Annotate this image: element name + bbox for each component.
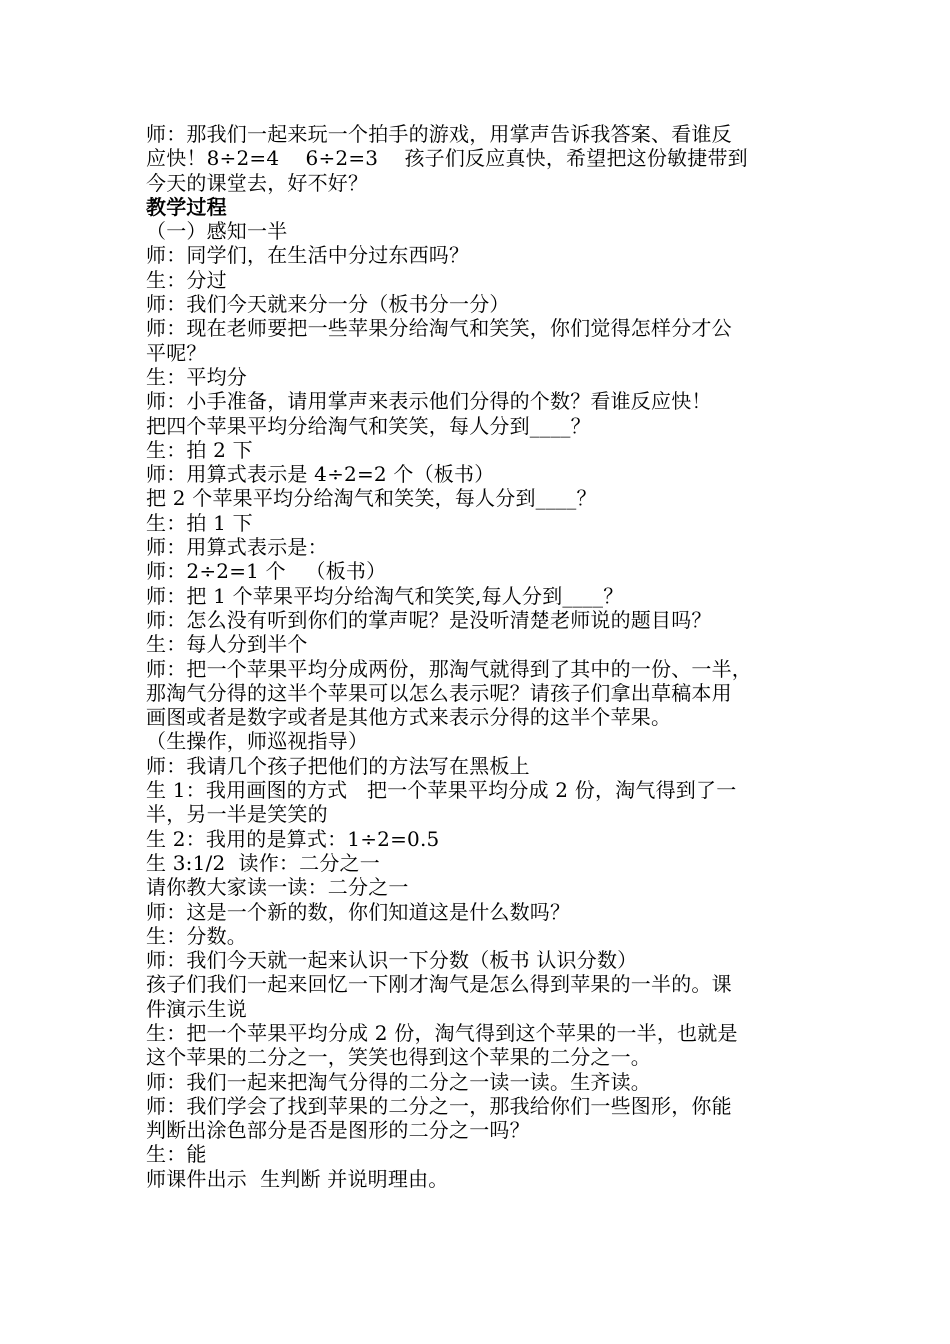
text-line: 生：平均分 bbox=[146, 364, 247, 389]
text-line: 师：把一个苹果平均分成两份，那淘气就得到了其中的一份、一半， bbox=[146, 656, 752, 681]
text-line: 师：用算式表示是： bbox=[146, 535, 328, 560]
text-line: 请你教大家读一读：二分之一 bbox=[146, 875, 409, 900]
text-line: 生：把一个苹果平均分成 2 份，淘气得到这个苹果的一半，也就是 bbox=[146, 1020, 738, 1045]
text-line: 师：怎么没有听到你们的掌声呢？是没听清楚老师说的题目吗？ bbox=[146, 607, 712, 632]
text-line: 师：小手准备，请用掌声来表示他们分得的个数？看谁反应快！ bbox=[146, 389, 712, 414]
text-line: 画图或者是数字或者是其他方式来表示分得的这半个苹果。 bbox=[146, 705, 672, 730]
text-line: 师：把 1 个苹果平均分给淘气和笑笑,每人分到____？ bbox=[146, 583, 624, 608]
text-line: 生：能 bbox=[146, 1142, 207, 1167]
text-line: 这个苹果的二分之一，笑笑也得到这个苹果的二分之一。 bbox=[146, 1045, 651, 1070]
text-line: 师：2÷2=1 个 （板书） bbox=[146, 559, 387, 584]
text-line: 平呢？ bbox=[146, 340, 207, 365]
text-line: 生：每人分到半个 bbox=[146, 632, 308, 657]
text-line: 生：分数。 bbox=[146, 923, 247, 948]
text-line: 师：那我们一起来玩一个拍手的游戏，用掌声告诉我答案、看谁反 bbox=[146, 122, 732, 146]
text-line: 生 1：我用画图的方式 把一个苹果平均分成 2 份，淘气得到了一 bbox=[146, 778, 737, 803]
text-line: 师：同学们，在生活中分过东西吗？ bbox=[146, 243, 470, 268]
text-line: 师：我们今天就来分一分（板书分一分） bbox=[146, 292, 510, 317]
text-line: 师：我们今天就一起来认识一下分数（板书 认识分数） bbox=[146, 948, 638, 973]
text-line: （生操作，师巡视指导） bbox=[146, 729, 369, 754]
text-line: 师：我们学会了找到苹果的二分之一，那我给你们一些图形，你能 bbox=[146, 1093, 732, 1118]
text-line: 生：拍 2 下 bbox=[146, 437, 253, 462]
text-line: 半，另一半是笑笑的 bbox=[146, 802, 328, 827]
text-line: 把 2 个苹果平均分给淘气和笑笑，每人分到____？ bbox=[146, 486, 597, 511]
text-line: 今天的课堂去，好不好？ bbox=[146, 170, 369, 195]
text-line: 生 3:1/2 读作：二分之一 bbox=[146, 850, 380, 875]
text-line: 判断出涂色部分是否是图形的二分之一吗？ bbox=[146, 1118, 530, 1143]
text-line: 师：我请几个孩子把他们的方法写在黑板上 bbox=[146, 753, 530, 778]
text-line: 师：现在老师要把一些苹果分给淘气和笑笑，你们觉得怎样分才公 bbox=[146, 316, 732, 341]
text-line: 那淘气分得的这半个苹果可以怎么表示呢？请孩子们拿出草稿本用 bbox=[146, 680, 732, 705]
subsection-heading: （一）感知一半 bbox=[146, 219, 288, 244]
text-line: 生：分过 bbox=[146, 267, 227, 292]
text-line: 师：用算式表示是 4÷2=2 个（板书） bbox=[146, 462, 495, 487]
text-line: 件演示生说 bbox=[146, 996, 247, 1021]
text-line: 师：这是一个新的数，你们知道这是什么数吗？ bbox=[146, 899, 571, 924]
text-line: 师：我们一起来把淘气分得的二分之一读一读。生齐读。 bbox=[146, 1069, 651, 1094]
text-line: 师课件出示 生判断 并说明理由。 bbox=[146, 1166, 449, 1191]
lesson-text bbox=[146, 122, 826, 1191]
text-line: 孩子们我们一起来回忆一下刚才淘气是怎么得到苹果的一半的。课 bbox=[146, 972, 732, 997]
text-line: 生 2：我用的是算式：1÷2=0.5 bbox=[146, 826, 440, 851]
text-line: 应快！8÷2=4 6÷2=3 孩子们反应真快，希望把这份敏捷带到 bbox=[146, 146, 748, 171]
text-line: 生：拍 1 下 bbox=[146, 510, 253, 535]
text-line: 把四个苹果平均分给淘气和笑笑，每人分到____？ bbox=[146, 413, 591, 438]
section-heading: 教学过程 bbox=[146, 194, 227, 219]
